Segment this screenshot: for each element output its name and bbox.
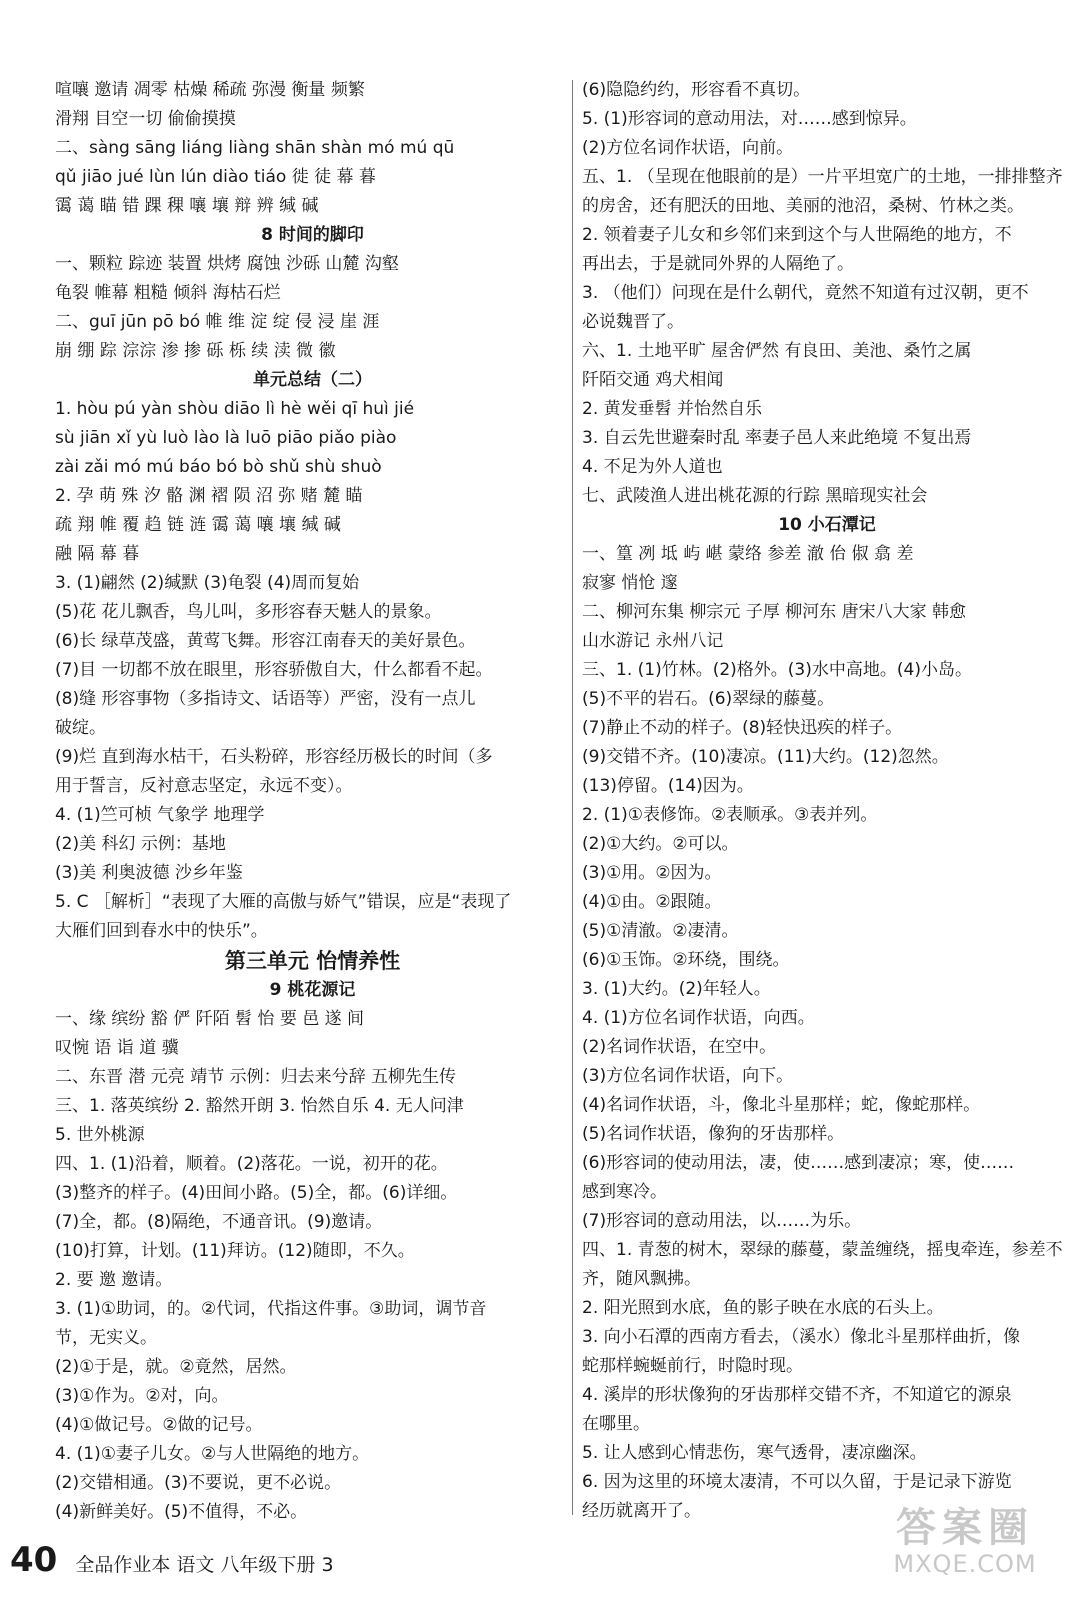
answer-line: 霭 蔼 瞄 错 踝 稞 嚷 壤 辩 辨 缄 碱 <box>55 196 319 216</box>
answer-line: 六、1. 土地平旷 屋舍俨然 有良田、美池、桑竹之属 <box>582 341 972 361</box>
answer-line: (3)整齐的样子。(4)田间小路。(5)全，都。(6)详细。 <box>55 1183 458 1203</box>
answer-line: 2. 黄发垂髫 并怡然自乐 <box>582 399 763 419</box>
answer-line: zài zǎi mó mú báo bó bò shǔ shù shuò <box>55 457 382 477</box>
answer-line: (5)①清澈。②凄清。 <box>582 921 739 941</box>
answer-line: 三、1. 落英缤纷 2. 豁然开朗 3. 怡然自乐 4. 无人问津 <box>55 1096 464 1116</box>
answer-line: 二、sàng sāng liáng liàng shān shàn mó mú qū <box>55 138 455 158</box>
answer-line: 再出去，于是就同外界的人隔绝了。 <box>582 254 854 274</box>
answer-line: (2)方位名词作状语，向前。 <box>582 138 794 158</box>
answer-line: 大雁们回到春水中的快乐”。 <box>55 921 268 941</box>
answer-line: 齐，随风飘拂。 <box>582 1269 701 1289</box>
answer-line: (2)交错相通。(3)不要说，更不必说。 <box>55 1473 342 1493</box>
answer-line: 三、1. (1)竹林。(2)格外。(3)水中高地。(4)小岛。 <box>582 660 972 680</box>
answer-line: 3. 向小石潭的西南方看去，（溪水）像北斗星那样曲折，像 <box>582 1327 1021 1347</box>
answer-line: 2. 孕 萌 殊 汐 骼 渊 褶 陨 沼 弥 赌 麓 瞄 <box>55 486 363 506</box>
answer-line: 四、1. (1)沿着，顺着。(2)落花。一说，初开的花。 <box>55 1154 448 1174</box>
answer-line: 一、缘 缤纷 豁 俨 阡陌 髫 怡 要 邑 遂 间 <box>55 1009 365 1029</box>
answer-line: (4)新鲜美好。(5)不值得，不必。 <box>55 1502 308 1522</box>
answer-line: (6)隐隐约约，形容看不真切。 <box>582 80 811 100</box>
answer-line: 4. 溪岸的形状像狗的牙齿那样交错不齐，不知道它的源泉 <box>582 1385 1012 1405</box>
answer-line: 寂寥 悄怆 邃 <box>582 573 678 593</box>
answer-line: 1. hòu pú yàn shòu diāo lì hè wěi qī huì jié <box>55 399 415 419</box>
answer-line: 叹惋 语 诣 道 骥 <box>55 1038 179 1058</box>
answer-line: 崩 绷 踪 淙淙 渗 掺 砾 栎 续 渎 微 徽 <box>55 341 336 361</box>
column-divider <box>572 80 573 1515</box>
book-title: 全品作业本 语文 八年级下册 3 <box>75 1554 334 1576</box>
answer-line: 龟裂 帷幕 粗糙 倾斜 海枯石烂 <box>55 283 281 303</box>
answer-line: 3. 自云先世避秦时乱 率妻子邑人来此绝境 不复出焉 <box>582 428 972 448</box>
answer-line: sù jiān xǐ yù luò lào là luō piāo piǎo piào <box>55 428 397 448</box>
answer-line: 融 隔 幕 暮 <box>55 544 140 564</box>
answer-line: (7)全，都。(8)隔绝，不通音讯。(9)邀请。 <box>55 1212 383 1232</box>
answer-line: 2. 领着妻子儿女和乡邻们来到这个与人世隔绝的地方，不 <box>582 225 1012 245</box>
answer-line: (13)停留。(14)因为。 <box>582 776 754 796</box>
answer-line: qǔ jiāo jué lùn lún diào tiáo 徙 徒 幕 暮 <box>55 167 376 187</box>
answer-line: 3. (1)①助词，的。②代词，代指这件事。③助词，调节音 <box>55 1299 487 1319</box>
answer-line: (7)静止不动的样子。(8)轻快迅疾的样子。 <box>582 718 903 738</box>
answer-line: 3. （他们）问现在是什么朝代，竟然不知道有过汉朝，更不 <box>582 283 1029 303</box>
answer-line: 感到寒冷。 <box>582 1182 667 1202</box>
answer-line: 五、1. （呈现在他眼前的是）一片平坦宽广的土地，一排排整齐 <box>582 167 1063 187</box>
watermark-url: MXQE.COM <box>893 1550 1037 1578</box>
answer-line: 2. 要 邀 邀请。 <box>55 1270 173 1290</box>
answer-line: 用于誓言，反衬意志坚定，永远不变）。 <box>55 776 353 796</box>
answer-line: 七、武陵渔人进出桃花源的行踪 黑暗现实社会 <box>582 486 928 506</box>
right-column <box>582 76 1072 1526</box>
answer-line: 滑翔 目空一切 偷偷摸摸 <box>55 109 236 129</box>
page-number: 40 <box>10 1540 58 1580</box>
answer-line: 4. (1)①妻子儿女。②与人世隔绝的地方。 <box>55 1444 370 1464</box>
answer-line: 4. (1)方位名词作状语，向西。 <box>582 1008 815 1028</box>
answer-line: 5. (1)形容词的意动用法，对……感到惊异。 <box>582 109 917 129</box>
answer-line: (2)名词作状语，在空中。 <box>582 1037 777 1057</box>
answer-line: (6)①玉饰。②环绕，围绕。 <box>582 950 790 970</box>
answer-line: 4. 不足为外人道也 <box>582 457 723 477</box>
answer-line: 破绽。 <box>55 718 106 738</box>
answer-line: (3)方位名词作状语，向下。 <box>582 1066 794 1086</box>
answer-line: (5)不平的岩石。(6)翠绿的藤蔓。 <box>582 689 835 709</box>
answer-line: (10)打算，计划。(11)拜访。(12)随即，不久。 <box>55 1241 415 1261</box>
answer-line: (8)缝 形容事物（多指诗文、话语等）严密，没有一点儿 <box>55 689 476 709</box>
answer-line: 在哪里。 <box>582 1414 650 1434</box>
answer-line: 2. (1)①表修饰。②表顺承。③表并列。 <box>582 805 878 825</box>
answer-line: 的房舍，还有肥沃的田地、美丽的池沼，桑树、竹林之类。 <box>582 196 1024 216</box>
answer-line: 4. (1)竺可桢 气象学 地理学 <box>55 805 265 825</box>
answer-line: 一、篁 冽 坻 屿 嵁 蒙络 参差 澈 佁 俶 翕 差 <box>582 544 914 564</box>
section-heading: 10 小石潭记 <box>778 515 876 535</box>
answer-line: 节，无实义。 <box>55 1328 157 1348</box>
answer-line: 四、1. 青葱的树木，翠绿的藤蔓，蒙盖缠绕，摇曳牵连，参差不 <box>582 1240 1063 1260</box>
answer-line: 5. 让人感到心情悲伤，寒气透骨，凄凉幽深。 <box>582 1443 927 1463</box>
answer-line: 山水游记 永州八记 <box>582 631 724 651</box>
answer-line: (3)美 利奥波德 沙乡年鉴 <box>55 863 243 883</box>
left-column <box>55 76 570 1527</box>
answer-line: 蛇那样蜿蜒前行，时隐时现。 <box>582 1356 803 1376</box>
answer-line: (2)①于是，就。②竟然，居然。 <box>55 1357 297 1377</box>
watermark-logo <box>860 1505 1070 1590</box>
answer-line: (9)交错不齐。(10)凄凉。(11)大约。(12)忽然。 <box>582 747 949 767</box>
answer-line: (2)美 科幻 示例：基地 <box>55 834 226 854</box>
answer-line: 3. (1)大约。(2)年轻人。 <box>582 979 771 999</box>
answer-line: (7)目 一切都不放在眼里，形容骄傲自大，什么都看不起。 <box>55 660 493 680</box>
answer-line: (4)①由。②跟随。 <box>582 892 722 912</box>
answer-line: (7)形容词的意动用法，以……为乐。 <box>582 1211 862 1231</box>
section-heading: 单元总结（二） <box>253 370 372 390</box>
answer-line: (6)长 绿草茂盛，黄莺飞舞。形容江南春天的美好景色。 <box>55 631 476 651</box>
answer-line: 3. (1)翩然 (2)缄默 (3)龟裂 (4)周而复始 <box>55 573 360 593</box>
answer-line: 二、柳河东集 柳宗元 子厚 柳河东 唐宋八大家 韩愈 <box>582 602 967 622</box>
watermark-text: 答案圈 <box>896 1505 1034 1551</box>
answer-line: (4)名词作状语，斗，像北斗星那样；蛇，像蛇那样。 <box>582 1095 981 1115</box>
answer-line: 二、东晋 潜 元亮 靖节 示例：归去来兮辞 五柳先生传 <box>55 1067 457 1087</box>
answer-line: 经历就离开了。 <box>582 1501 701 1521</box>
answer-line: 阡陌交通 鸡犬相闻 <box>582 370 724 390</box>
answer-line: 5. C ［解析］“表现了大雁的高傲与娇气”错误，应是“表现了 <box>55 892 512 912</box>
answer-line: 5. 世外桃源 <box>55 1125 145 1145</box>
answer-line: (2)①大约。②可以。 <box>582 834 739 854</box>
answer-line: (5)花 花儿飘香，鸟儿叫，多形容春天魅人的景象。 <box>55 602 442 622</box>
answer-line: (3)①作为。②对，向。 <box>55 1386 229 1406</box>
answer-line: (4)①做记号。②做的记号。 <box>55 1415 263 1435</box>
page-footer <box>10 1540 710 1580</box>
answer-line: 2. 阳光照到水底，鱼的影子映在水底的石头上。 <box>582 1298 944 1318</box>
unit-heading: 第三单元 怡情养性 <box>224 949 401 973</box>
section-heading: 8 时间的脚印 <box>261 225 364 245</box>
answer-line: 一、颗粒 踪迹 装置 烘烤 腐蚀 沙砾 山麓 沟壑 <box>55 254 399 274</box>
answer-line: 6. 因为这里的环境太凄清，不可以久留，于是记录下游览 <box>582 1472 1012 1492</box>
answer-line: 二、guī jūn pō bó 帷 维 淀 绽 侵 浸 崖 涯 <box>55 312 380 332</box>
answer-line: (5)名词作状语，像狗的牙齿那样。 <box>582 1124 845 1144</box>
answer-line: 喧嚷 邀请 凋零 枯燥 稀疏 弥漫 衡量 频繁 <box>55 80 365 100</box>
answer-line: (3)①用。②因为。 <box>582 863 722 883</box>
answer-line: (6)形容词的使动用法，凄，使……感到凄凉；寒，使…… <box>582 1153 1015 1173</box>
section-heading: 9 桃花源记 <box>269 980 356 1000</box>
answer-line: 疏 翔 帷 覆 趋 链 涟 霭 蔼 嚷 壤 缄 碱 <box>55 515 341 535</box>
answer-line: 必说魏晋了。 <box>582 312 684 332</box>
answer-line: (9)烂 直到海水枯干，石头粉碎，形容经历极长的时间（多 <box>55 747 493 767</box>
